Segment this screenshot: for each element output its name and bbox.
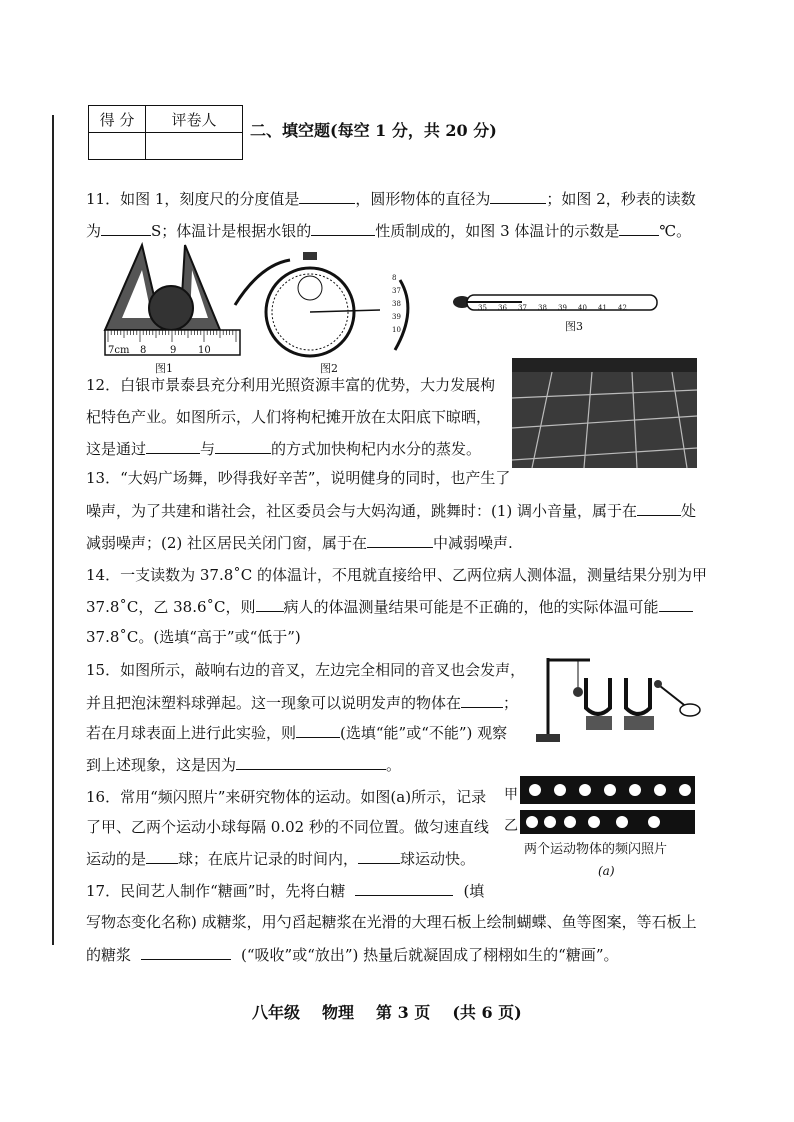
q16-line3: 运动的是 球；在底片记录的时间内， 球运动快。 (86, 850, 476, 868)
figure2-caption: 图2 (320, 362, 338, 375)
q12-line3: 这是通过 与 的方式加快枸杞内水分的蒸发。 (86, 440, 482, 458)
q14-blank2[interactable] (659, 596, 693, 612)
q11-blank4[interactable] (311, 220, 375, 236)
figure1-caption: 图1 (155, 362, 173, 375)
strobe-photo (520, 776, 695, 834)
q15-line1: 15．如图所示，敲响右边的音叉，左边完全相同的音叉也会发声， (86, 661, 526, 679)
ball-yi (544, 816, 556, 828)
q13-line3: 减弱噪声；(2) 社区居民关闭门窗，属于在 中减弱噪声. (86, 534, 513, 552)
q15-blank2[interactable] (296, 722, 340, 738)
q17-line2: 写物态变化名称) 成糖浆，用勺舀起糖浆在光滑的大理石板上绘制蝴蝶、鱼等图案，等石板上 (86, 913, 697, 931)
q15-blank3[interactable] (236, 754, 386, 770)
q15-blank1[interactable] (461, 692, 503, 708)
q16-blank1[interactable] (146, 848, 178, 864)
footer-grade: 八年级 (252, 1003, 301, 1022)
photo-bg (512, 358, 697, 468)
ball-jia (629, 784, 641, 796)
strobe-caption: 两个运动物体的频闪照片 (524, 842, 668, 857)
stand-base (536, 734, 560, 742)
q14-line2: 37.8˚C，乙 38.6˚C，则 病人的体温测量结果可能是不正确的，他的实际体温可能 (86, 596, 693, 617)
score-table (88, 105, 243, 160)
ball-yi (616, 816, 628, 828)
score-cell[interactable] (89, 133, 146, 160)
q17-line3: 的糖浆 (“吸收”或“放出”) 热量后就凝固成了栩栩如生的“糖画”。 (86, 946, 619, 964)
page-footer (252, 1000, 544, 1023)
ball-jia (554, 784, 566, 796)
q15-line2: 并且把泡沫塑料球弹起。这一现象可以说明发声的物体在 ； (86, 694, 519, 712)
figure3-caption: 图3 (565, 320, 583, 333)
q14-blank1[interactable] (256, 596, 284, 612)
footer-total: (共 6 页) (452, 1003, 522, 1022)
left-fork (586, 678, 610, 714)
q11-line2: 为 S；体温计是根据水银的 性质制成的，如图 3 体温计的示数是 ℃。 (86, 222, 692, 240)
q16-line1: 16．常用“频闪照片”来研究物体的运动。如图(a)所示，记录 (86, 788, 487, 806)
binding-margin-line (52, 115, 54, 945)
stopwatch-crown (303, 252, 317, 260)
q12-line1: 12．白银市景泰县充分利用光照资源丰富的优势，大力发展枸 (86, 376, 496, 394)
q17-blank1[interactable] (355, 880, 453, 896)
ruler-label-10: 10 (198, 345, 211, 356)
q14-line1: 14．一支读数为 37.8˚C 的体温计，不甩就直接给甲、乙两位病人测体温，测量结果分别为甲 (86, 566, 708, 584)
mallet-head (654, 680, 662, 688)
foam-ball (573, 687, 583, 697)
score-header: 得 分 (89, 106, 146, 133)
round-object (149, 286, 193, 330)
q17-line1: 17．民间艺人制作“糖画”时，先将白糖 (填 (86, 882, 485, 900)
q11-blank5[interactable] (619, 220, 659, 236)
q13-line2: 噪声，为了共建和谐社会，社区委员会与大妈沟通，跳舞时：(1) 调小音量，属于在 处 (86, 502, 697, 520)
right-fork-box (624, 716, 654, 730)
q17-blank2[interactable] (141, 944, 231, 960)
right-fork (626, 678, 650, 714)
left-fork-box (586, 716, 612, 730)
ball-jia (679, 784, 691, 796)
grader-header: 评卷人 (146, 106, 243, 133)
q15-line3: 若在月球表面上进行此实验，则 (选填“能”或“不能”) 观察 (86, 724, 508, 742)
goji-drying-photo (512, 358, 697, 468)
section-title: 二、填空题(每空 1 分，共 20 分) (250, 121, 497, 140)
tuning-fork-figure (528, 648, 703, 748)
ball-jia (529, 784, 541, 796)
q11-blank2[interactable] (490, 188, 546, 204)
grader-cell[interactable] (146, 133, 243, 160)
q12-blank1[interactable] (146, 438, 200, 454)
footer-subject: 物理 (322, 1003, 355, 1022)
q13-blank1[interactable] (637, 500, 681, 516)
ball-yi (588, 816, 600, 828)
ruler-label-8: 8 (140, 345, 147, 356)
q16-blank2[interactable] (358, 848, 400, 864)
ball-jia (654, 784, 666, 796)
ball-yi (648, 816, 660, 828)
q11-blank1[interactable] (299, 188, 355, 204)
q13-blank2[interactable] (367, 532, 433, 548)
photo-top (512, 358, 697, 372)
q11-blank3[interactable] (101, 220, 151, 236)
ruler-label-9: 9 (170, 345, 177, 356)
q12-blank2[interactable] (215, 438, 271, 454)
label-jia: 甲 (504, 787, 518, 803)
q16-line2: 了甲、乙两个运动小球每隔 0.02 秒的不同位置。做匀速直线 (86, 818, 489, 836)
scale-numbers: 8 37 38 39 10 (392, 274, 401, 334)
ball-jia (579, 784, 591, 796)
q13-line1: 13．“大妈广场舞，吵得我好辛苦”，说明健身的同时，也产生了 (86, 469, 511, 487)
ball-yi (526, 816, 538, 828)
hand (680, 704, 700, 716)
footer-page: 第 3 页 (376, 1003, 431, 1022)
ball-jia (604, 784, 616, 796)
q12-line2: 杞特色产业。如图所示，人们将枸杞摊开放在太阳底下晾晒， (86, 408, 492, 426)
q15-line4: 到上述现象，这是因为 。 (86, 756, 402, 774)
strobe-sub: (a) (598, 864, 615, 878)
ball-yi (564, 816, 576, 828)
figure1-ruler (100, 240, 245, 362)
label-yi: 乙 (504, 818, 518, 834)
ruler-label-7: 7cm (108, 345, 130, 356)
q11-line1: 11．如图 1，刻度尺的分度值是 ，圆形物体的直径为 ；如图 2，秒表的读数 (86, 190, 696, 208)
q14-line3: 37.8˚C。(选填“高于”或“低于”) (86, 628, 301, 646)
